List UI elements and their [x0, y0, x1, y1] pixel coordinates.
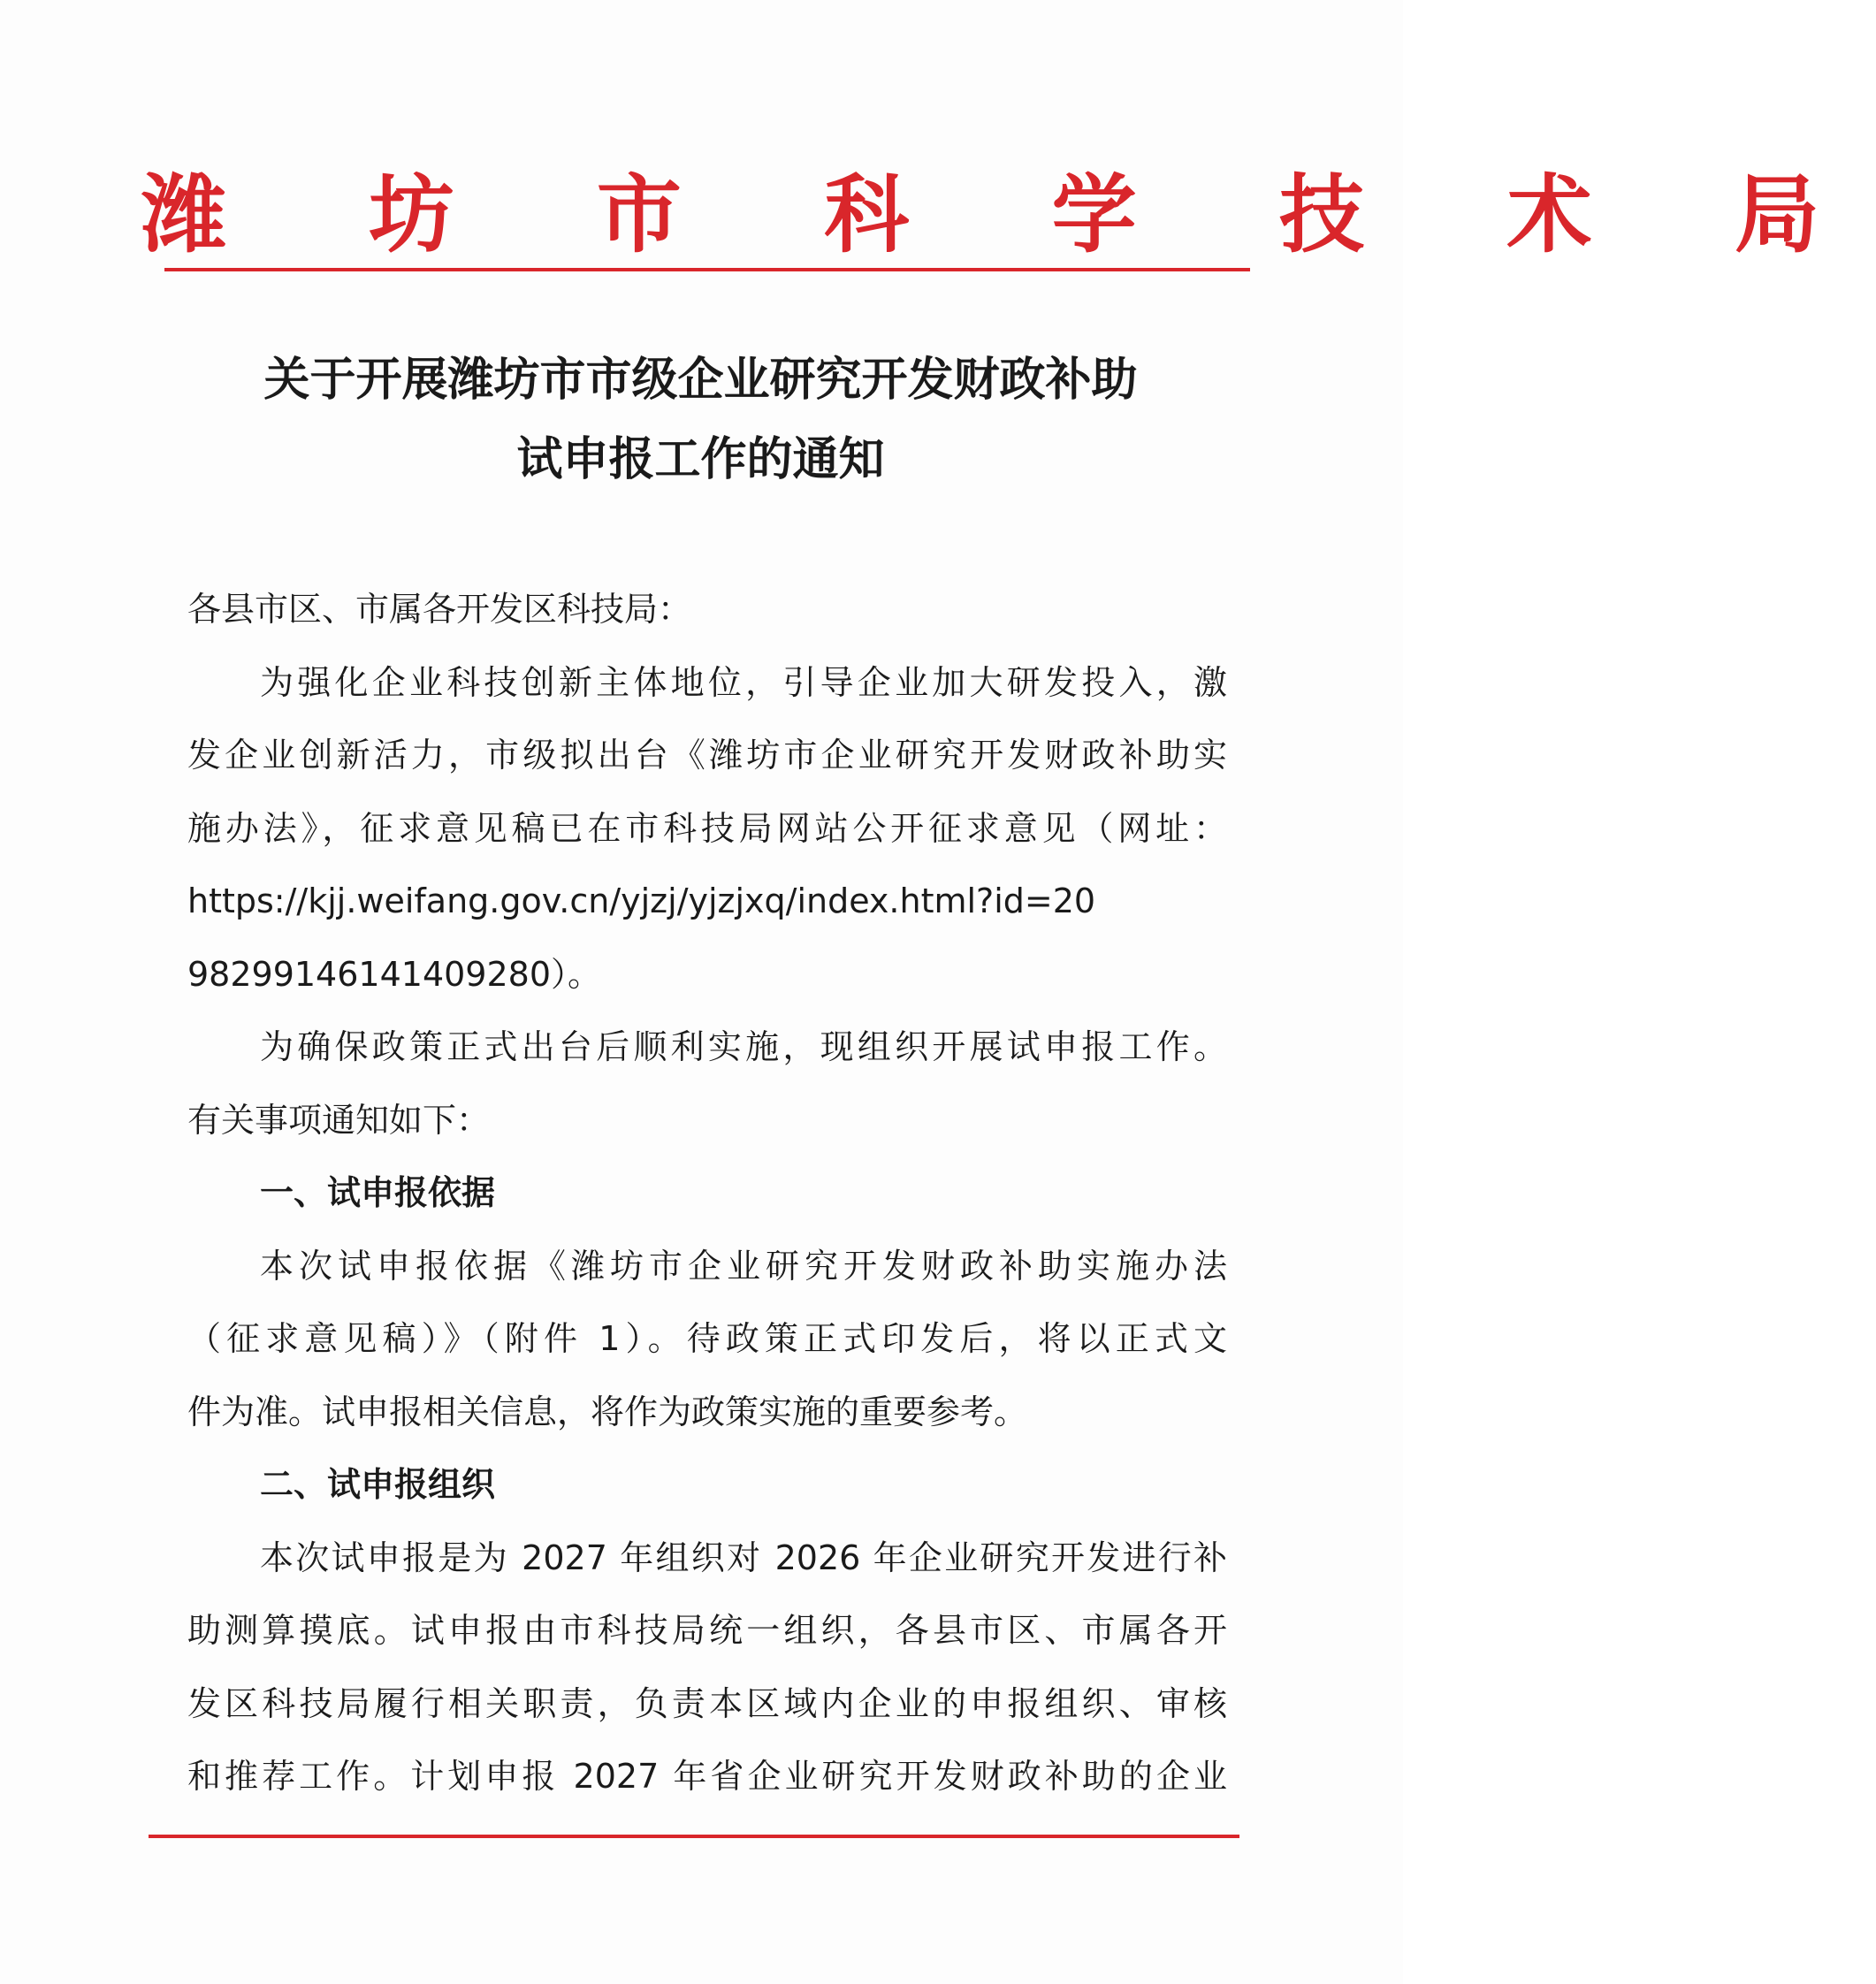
paragraph-1-line-5: 98299146141409280）。	[187, 954, 602, 994]
salutation: 各县市区、市属各开发区科技局：	[187, 590, 692, 629]
section-2-line-1: 本次试申报是为 2027 年组织对 2026 年企业研究开发进行补	[260, 1538, 1227, 1577]
section-2-line-3: 发区科技局履行相关职责，负责本区域内企业的申报组织、审核	[187, 1683, 1227, 1723]
paragraph-2-line-1: 为确保政策正式出台后顺利实施，现组织开展试申报工作。	[260, 1027, 1227, 1066]
section-1-line-3: 件为准。试申报相关信息，将作为政策实施的重要参考。	[187, 1392, 1028, 1431]
document-title-line-2: 试申报工作的通知	[516, 432, 885, 486]
section-2-heading: 二、试申报组织	[260, 1465, 496, 1504]
section-2-line-2: 助测算摸底。试申报由市科技局统一组织，各县市区、市属各开	[187, 1611, 1227, 1650]
footer-rule	[149, 1835, 1239, 1838]
section-1-line-1: 本次试申报依据《潍坊市企业研究开发财政补助实施办法	[260, 1246, 1227, 1286]
section-1-heading: 一、试申报依据	[260, 1173, 496, 1212]
paragraph-1-line-3: 施办法》，征求意见稿已在市科技局网站公开征求意见（网址：	[187, 808, 1227, 848]
paragraph-1-url-line: https://kjj.weifang.gov.cn/yjzj/yjzjxq/index.html?id=20	[187, 881, 1096, 920]
agency-masthead: 潍 坊 市 科 学 技 术 局	[141, 164, 1876, 264]
section-1-line-2: （征求意见稿）》（附件 1）。待政策正式印发后，将以正式文	[187, 1319, 1227, 1358]
paragraph-1-line-1: 为强化企业科技创新主体地位，引导企业加大研发投入，激	[260, 662, 1227, 702]
paragraph-1-line-2: 发企业创新活力，市级拟出台《潍坊市企业研究开发财政补助实	[187, 736, 1227, 775]
section-2-line-4: 和推荐工作。计划申报 2027 年省企业研究开发财政补助的企业	[187, 1757, 1227, 1796]
document-title-line-1: 关于开展潍坊市市级企业研究开发财政补助	[263, 353, 1138, 407]
paragraph-2-line-2: 有关事项通知如下：	[187, 1100, 491, 1140]
document-body	[187, 573, 1227, 1813]
masthead-rule	[164, 268, 1250, 271]
